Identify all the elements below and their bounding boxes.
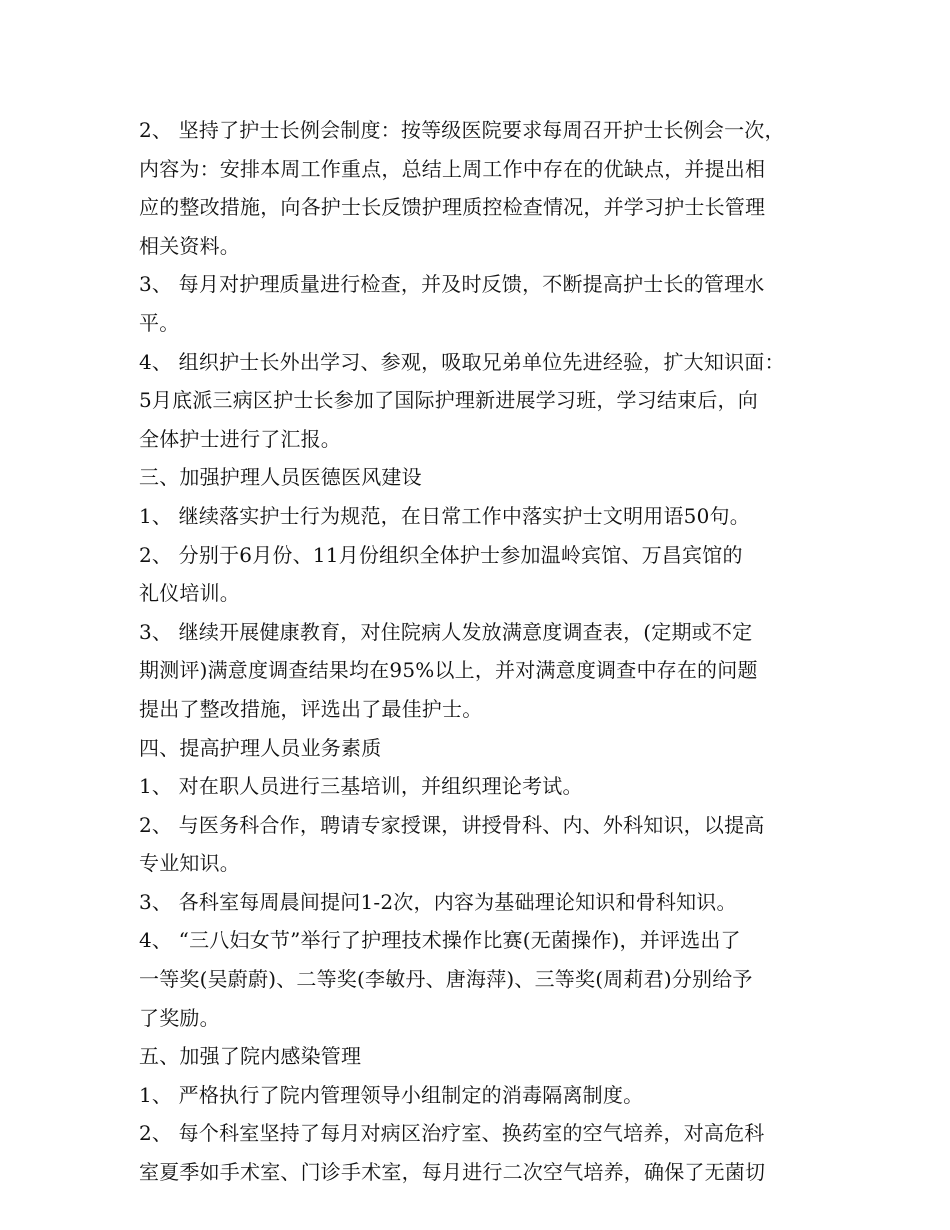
section-heading: 四、提高护理人员业务素质 xyxy=(139,735,382,760)
text-line: 内容为：安排本周工作重点，总结上周工作中存在的优缺点，并提出相 xyxy=(139,156,766,181)
text-line: 5月底派三病区护士长参加了国际护理新进展学习班，学习结束后，向 xyxy=(139,388,758,413)
text-line: 4、 组织护士长外出学习、参观，吸取兄弟单位先进经验，扩大知识面： xyxy=(139,349,785,374)
text-line: 3、 继续开展健康教育，对住院病人发放满意度调查表，(定期或不定 xyxy=(139,619,753,644)
section-heading: 三、加强护理人员医德医风建设 xyxy=(139,465,422,490)
text-line: 全体护士进行了汇报。 xyxy=(139,426,341,451)
text-line: 1、 对在职人员进行三基培训，并组织理论考试。 xyxy=(139,774,583,799)
text-line: 2、 每个科室坚持了每月对病区治疗室、换药室的空气培养，对高危科 xyxy=(139,1121,765,1146)
text-line: 2、 与医务科合作，聘请专家授课，讲授骨科、内、外科知识，以提高 xyxy=(139,812,765,837)
text-line: 期测评)满意度调查结果均在95%以上，并对满意度调查中存在的问题 xyxy=(139,658,758,683)
text-line: 4、 “三八妇女节”举行了护理技术操作比赛(无菌操作)，并评选出了 xyxy=(139,928,741,953)
text-line: 提出了整改措施，评选出了最佳护士。 xyxy=(139,696,483,721)
text-line: 专业知识。 xyxy=(139,851,240,876)
section-heading: 五、加强了院内感染管理 xyxy=(139,1044,362,1069)
document-body xyxy=(139,111,829,1192)
text-line: 相关资料。 xyxy=(139,233,240,258)
text-line: 一等奖(吴蔚蔚)、二等奖(李敏丹、唐海萍)、三等奖(周莉君)分别给予 xyxy=(139,967,753,992)
text-line: 3、 每月对护理质量进行检查，并及时反馈，不断提高护士长的管理水 xyxy=(139,272,765,297)
text-line: 3、 各科室每周晨间提问1-2次，内容为基础理论知识和骨科知识。 xyxy=(139,889,737,914)
text-line: 了奖励。 xyxy=(139,1005,220,1030)
text-line: 平。 xyxy=(139,310,180,335)
text-line: 1、 严格执行了院内管理领导小组制定的消毒隔离制度。 xyxy=(139,1082,644,1107)
text-line: 2、 坚持了护士长例会制度：按等级医院要求每周召开护士长例会一次， xyxy=(139,118,785,142)
text-line: 2、 分别于6月份、11月份组织全体护士参加温岭宾馆、万昌宾馆的 xyxy=(139,542,743,567)
text-line: 1、 继续落实护士行为规范，在日常工作中落实护士文明用语50句。 xyxy=(139,503,750,528)
text-line: 应的整改措施，向各护士长反馈护理质控检查情况，并学习护士长管理 xyxy=(139,195,766,220)
text-line: 室夏季如手术室、门诊手术室，每月进行二次空气培养，确保了无菌切 xyxy=(139,1160,766,1185)
text-line: 礼仪培训。 xyxy=(139,581,240,606)
